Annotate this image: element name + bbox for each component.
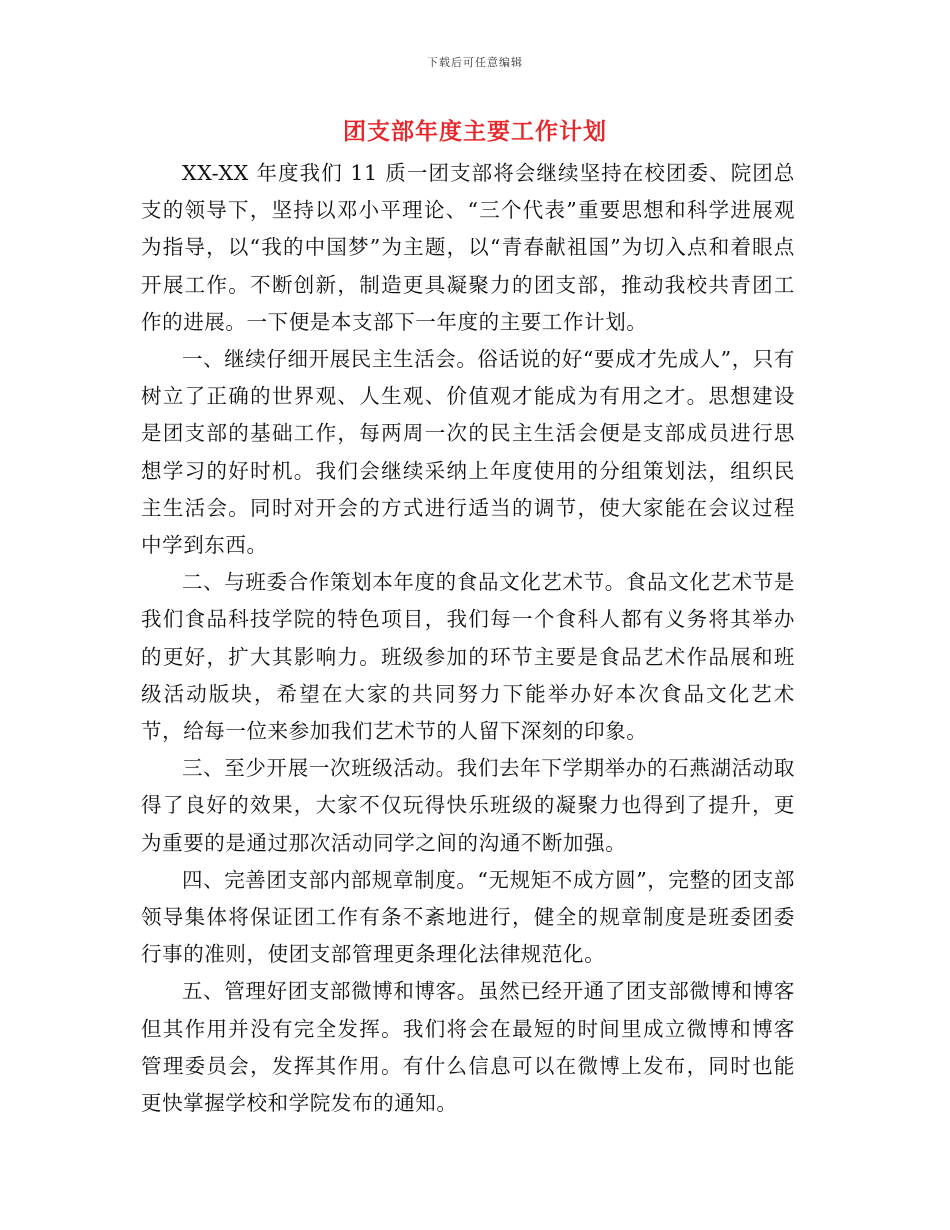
paragraph-item-4: 四、完善团支部内部规章制度。“无规矩不成方圆”，完整的团支部领导集体将保证团工作有条不紊地进行，健全的规章制度是班委团委行事的准则，使团支部管理更条理化法律规范化。 (141, 867, 795, 967)
paragraph-item-5: 五、管理好团支部微博和博客。虽然已经开通了团支部微博和博客但其作用并没有完全发挥。我们将会在最短的时间里成立微博和博客管理委员会，发挥其作用。有什么信息可以在微博上发布，同时也能更快掌握学校和学院发布的通知。 (141, 979, 795, 1116)
paragraph-item-3: 三、至少开展一次班级活动。我们去年下学期举办的石燕湖活动取得了良好的效果，大家不仅玩得快乐班级的凝聚力也得到了提升，更为重要的是通过那次活动同学之间的沟通不断加强。 (141, 756, 795, 855)
header-note: 下载后可任意编辑 (427, 56, 523, 69)
document-title: 团支部年度主要工作计划 (343, 119, 607, 145)
paragraph-item-2: 二、与班委合作策划本年度的食品文化艺术节。食品文化艺术节是我们食品科技学院的特色项目，我们每一个食科人都有义务将其举办的更好，扩大其影响力。班级参加的环节主要是食品艺术作品展和班级活动版块，希望在大家的共同努力下能举办好本次食品文化艺术节，给每一位来参加我们艺术节的人留下深刻的印象。 (141, 570, 795, 744)
paragraph-item-1: 一、继续仔细开展民主生活会。俗话说的好“要成才先成人”，只有树立了正确的世界观、人生观、价值观才能成为有用之才。思想建设是团支部的基础工作，每两周一次的民主生活会便是支部成员进行思想学习的好时机。我们会继续采纳上年度使用的分组策划法，组织民主生活会。同时对开会的方式进行适当的调节，使大家能在会议过程中学到东西。 (141, 347, 795, 558)
paragraph-intro: XX-XX 年度我们 11 质一团支部将会继续坚持在校团委、院团总支的领导下，坚持以邓小平理论、“三个代表”重要思想和科学进展观为指导，以“我的中国梦”为主题，以“青春献祖国”为切入点和着眼点开展工作。不断创新，制造更具凝聚力的团支部，推动我校共青团工作的进展。一下便是本支部下一年度的主要工作计划。 (141, 161, 795, 334)
document-body (141, 155, 795, 1122)
